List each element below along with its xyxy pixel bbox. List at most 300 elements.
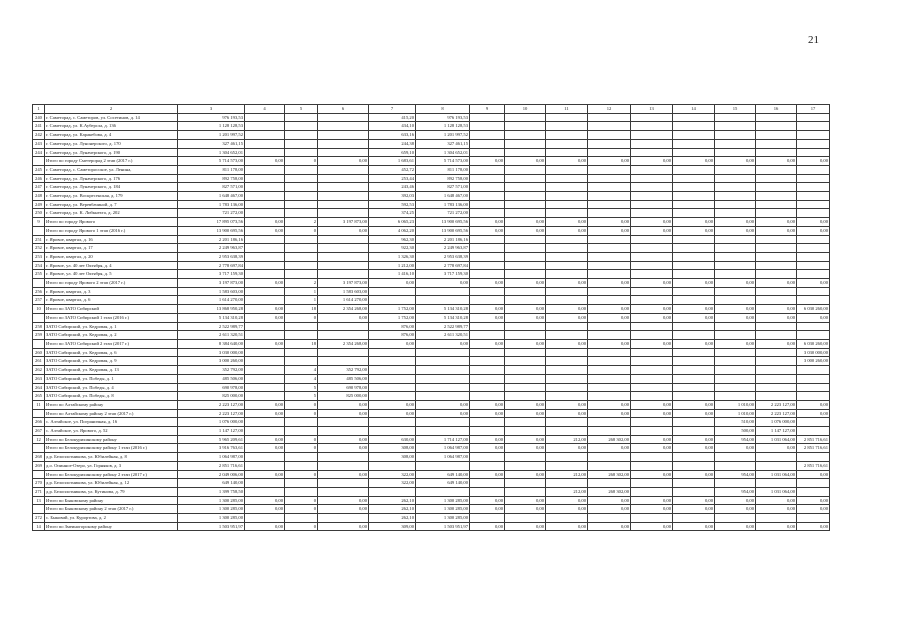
value-cell: 0,00: [505, 470, 546, 479]
value-cell: 485 506,00: [318, 374, 369, 383]
value-cell: [318, 165, 369, 174]
value-cell: 0,00: [756, 522, 797, 531]
value-cell: [715, 374, 756, 383]
value-cell: 322,00: [369, 479, 416, 488]
row-number-cell: [33, 157, 45, 166]
value-cell: [631, 139, 673, 148]
value-cell: 8 384 640,00: [178, 339, 245, 348]
value-cell: 2 223 127,00: [178, 400, 245, 409]
value-cell: 0,00: [631, 400, 673, 409]
value-cell: [756, 244, 797, 253]
value-cell: 0,00: [631, 313, 673, 322]
value-cell: 0,00: [505, 279, 546, 288]
value-cell: [546, 418, 588, 427]
value-cell: 1 147 127,00: [756, 427, 797, 436]
value-cell: [245, 270, 285, 279]
row-number-cell: 271: [33, 487, 45, 496]
value-cell: 2 249 963,87: [178, 244, 245, 253]
value-cell: 0,00: [631, 496, 673, 505]
address-cell: Итого по Белокурихинскому району 1 этап (2016 г.): [45, 444, 178, 453]
value-cell: [715, 331, 756, 340]
value-cell: [505, 418, 546, 427]
row-number-cell: [33, 339, 45, 348]
value-cell: 659,10: [369, 148, 416, 157]
value-cell: [318, 183, 369, 192]
row-number-cell: 258: [33, 322, 45, 331]
value-cell: 0,00: [505, 157, 546, 166]
value-cell: 2 522 989,77: [416, 322, 470, 331]
value-cell: [756, 374, 797, 383]
value-cell: [756, 235, 797, 244]
value-cell: [505, 113, 546, 122]
value-cell: [715, 479, 756, 488]
value-cell: [546, 357, 588, 366]
table-row: [33, 113, 830, 122]
value-cell: [715, 165, 756, 174]
address-cell: г. Саметорад, ул. К. Либкнехта, д. 202: [45, 209, 178, 218]
row-number-cell: 270: [33, 479, 45, 488]
value-cell: [673, 131, 715, 140]
value-cell: 0,00: [318, 157, 369, 166]
value-cell: [505, 287, 546, 296]
value-cell: [245, 252, 285, 261]
value-cell: 0,00: [546, 226, 588, 235]
value-cell: 1 304 652,01: [416, 148, 470, 157]
value-cell: [715, 383, 756, 392]
value-cell: [285, 165, 318, 174]
table-row: [33, 453, 830, 462]
value-cell: 0,00: [416, 279, 470, 288]
value-cell: [546, 113, 588, 122]
value-cell: 0,00: [505, 218, 546, 227]
value-cell: [505, 296, 546, 305]
value-cell: [631, 366, 673, 375]
column-number: 14: [673, 105, 715, 114]
address-cell: г. Саметорад, с. Саметоросское, ул. Ленина,: [45, 165, 178, 174]
value-cell: 0,00: [470, 435, 505, 444]
value-cell: [546, 270, 588, 279]
address-cell: г. Яровое, квартал, д. 6: [45, 296, 178, 305]
row-number-cell: 14: [33, 522, 45, 531]
address-cell: ЗАТО Сибирский, ул. Победы, д. 4: [45, 383, 178, 392]
value-cell: [631, 200, 673, 209]
value-cell: [631, 122, 673, 131]
table-row: [33, 479, 830, 488]
row-number-cell: 262: [33, 366, 45, 375]
value-cell: [797, 209, 830, 218]
table-row: [33, 305, 830, 314]
value-cell: [715, 366, 756, 375]
address-cell: г. Саметорад, ул. Лунонерского, д. 170: [45, 139, 178, 148]
column-number: 6: [318, 105, 369, 114]
row-number-cell: 10: [33, 305, 45, 314]
value-cell: [285, 148, 318, 157]
value-cell: [797, 479, 830, 488]
value-cell: [505, 479, 546, 488]
table-row: [33, 183, 830, 192]
value-cell: 3 197 873,00: [318, 218, 369, 227]
value-cell: [285, 357, 318, 366]
value-cell: [416, 357, 470, 366]
value-cell: [505, 374, 546, 383]
value-cell: [715, 139, 756, 148]
value-cell: 13 900 695,56: [178, 226, 245, 235]
value-cell: [369, 296, 416, 305]
value-cell: 1 300 285,00: [416, 514, 470, 523]
value-cell: 1 076 000,00: [178, 418, 245, 427]
value-cell: [505, 148, 546, 157]
value-cell: [588, 165, 631, 174]
value-cell: 1 752,00: [369, 313, 416, 322]
value-cell: [416, 418, 470, 427]
value-cell: 0,00: [546, 305, 588, 314]
value-cell: [318, 200, 369, 209]
value-cell: 1 326,30: [369, 252, 416, 261]
value-cell: [715, 453, 756, 462]
value-cell: 0,00: [673, 435, 715, 444]
value-cell: 262,10: [369, 505, 416, 514]
value-cell: 0,00: [631, 226, 673, 235]
value-cell: [505, 165, 546, 174]
value-cell: [245, 296, 285, 305]
value-cell: [631, 261, 673, 270]
value-cell: [416, 461, 470, 470]
value-cell: 0,00: [470, 496, 505, 505]
value-cell: [756, 357, 797, 366]
value-cell: 0,00: [588, 496, 631, 505]
value-cell: [715, 514, 756, 523]
value-cell: [756, 348, 797, 357]
value-cell: [318, 122, 369, 131]
value-cell: 0,00: [245, 435, 285, 444]
value-cell: [756, 479, 797, 488]
value-cell: [588, 296, 631, 305]
row-number-cell: 252: [33, 244, 45, 253]
value-cell: 0,00: [245, 496, 285, 505]
value-cell: [756, 366, 797, 375]
value-cell: [631, 461, 673, 470]
value-cell: 0,00: [631, 279, 673, 288]
address-cell: с. Алтайское, ул. Ярового, д. 52: [45, 427, 178, 436]
value-cell: 0,00: [715, 305, 756, 314]
value-cell: [546, 427, 588, 436]
address-cell: Итого по городу Ярового 2 этап (2017 г.): [45, 279, 178, 288]
value-cell: [631, 383, 673, 392]
value-cell: 0,00: [715, 218, 756, 227]
value-cell: 0,00: [715, 505, 756, 514]
value-cell: [673, 479, 715, 488]
value-cell: 1 300 285,00: [416, 496, 470, 505]
value-cell: [546, 392, 588, 401]
address-cell: д.р. Белоплотникова, ул. Кутинова, д. 79: [45, 487, 178, 496]
value-cell: [588, 383, 631, 392]
value-cell: [673, 331, 715, 340]
value-cell: [588, 453, 631, 462]
value-cell: [318, 131, 369, 140]
value-cell: [318, 174, 369, 183]
value-cell: [673, 139, 715, 148]
value-cell: [756, 113, 797, 122]
row-number-cell: 251: [33, 235, 45, 244]
value-cell: [416, 287, 470, 296]
value-cell: 0,00: [797, 409, 830, 418]
value-cell: [673, 392, 715, 401]
value-cell: 0,00: [715, 226, 756, 235]
value-cell: 0: [285, 444, 318, 453]
value-cell: 0,00: [318, 496, 369, 505]
value-cell: [756, 270, 797, 279]
table-row: [33, 174, 830, 183]
value-cell: [285, 427, 318, 436]
value-cell: 2 851 716,61: [178, 461, 245, 470]
value-cell: [797, 113, 830, 122]
value-cell: 1 416,10: [369, 270, 416, 279]
value-cell: [797, 139, 830, 148]
row-number-cell: 263: [33, 374, 45, 383]
value-cell: [588, 348, 631, 357]
value-cell: [245, 357, 285, 366]
value-cell: [546, 453, 588, 462]
value-cell: 954,00: [715, 435, 756, 444]
address-cell: г. Яровое, ул. 40 лет Октября, д. 4: [45, 261, 178, 270]
value-cell: [245, 131, 285, 140]
value-cell: 0,00: [505, 226, 546, 235]
table-row: [33, 157, 830, 166]
value-cell: [797, 392, 830, 401]
value-cell: [631, 357, 673, 366]
value-cell: 0,00: [715, 444, 756, 453]
value-cell: [285, 461, 318, 470]
row-number-cell: 260: [33, 348, 45, 357]
value-cell: 0,00: [318, 226, 369, 235]
value-cell: 5 134 310,28: [416, 313, 470, 322]
value-cell: [470, 383, 505, 392]
column-number: 1: [33, 105, 45, 114]
value-cell: [546, 244, 588, 253]
address-cell: г. Саметорад, ул. Воскресенская, д. 179: [45, 192, 178, 201]
value-cell: [797, 296, 830, 305]
value-cell: 0,00: [505, 522, 546, 531]
value-cell: [797, 244, 830, 253]
table-row: [33, 131, 830, 140]
value-cell: [245, 122, 285, 131]
value-cell: [715, 357, 756, 366]
value-cell: [285, 348, 318, 357]
table-row: [33, 270, 830, 279]
row-number-cell: [33, 444, 45, 453]
value-cell: 4: [285, 374, 318, 383]
value-cell: [673, 366, 715, 375]
value-cell: [631, 287, 673, 296]
address-cell: ЗАТО Сибирский, ул. Кедровая, д. 6: [45, 348, 178, 357]
address-cell: г. Яровое, квартал, д. 16: [45, 235, 178, 244]
value-cell: 690 978,00: [178, 383, 245, 392]
value-cell: 0,00: [588, 279, 631, 288]
column-number: 12: [588, 105, 631, 114]
value-cell: [245, 331, 285, 340]
value-cell: [631, 174, 673, 183]
address-cell: ЗАТО Сибирский, ул. Победы, д. 8: [45, 392, 178, 401]
value-cell: [285, 209, 318, 218]
table-row: [33, 322, 830, 331]
value-cell: [797, 453, 830, 462]
value-cell: 0,00: [245, 444, 285, 453]
value-cell: [470, 453, 505, 462]
value-cell: [245, 209, 285, 218]
value-cell: [546, 131, 588, 140]
value-cell: [245, 392, 285, 401]
value-cell: 1 147 127,00: [178, 427, 245, 436]
value-cell: 876,00: [369, 331, 416, 340]
value-cell: 0,00: [546, 218, 588, 227]
value-cell: 6 030 260,00: [797, 305, 830, 314]
value-cell: [546, 209, 588, 218]
value-cell: 3 030 000,00: [178, 348, 245, 357]
value-cell: 2 223 127,00: [178, 409, 245, 418]
value-cell: [470, 209, 505, 218]
value-cell: 0,00: [318, 444, 369, 453]
value-cell: [369, 383, 416, 392]
value-cell: [546, 174, 588, 183]
value-cell: [631, 192, 673, 201]
table-row: [33, 400, 830, 409]
value-cell: [715, 287, 756, 296]
value-cell: [245, 453, 285, 462]
value-cell: 876,00: [369, 322, 416, 331]
value-cell: [505, 514, 546, 523]
value-cell: [245, 487, 285, 496]
value-cell: [673, 113, 715, 122]
address-cell: Итого по ЗАТО Сибирский: [45, 305, 178, 314]
table-row: [33, 252, 830, 261]
value-cell: [797, 122, 830, 131]
value-cell: 0,00: [470, 226, 505, 235]
value-cell: [470, 113, 505, 122]
value-cell: [797, 366, 830, 375]
value-cell: [588, 366, 631, 375]
value-cell: [715, 322, 756, 331]
value-cell: [318, 514, 369, 523]
value-cell: [245, 183, 285, 192]
value-cell: [285, 252, 318, 261]
value-cell: [245, 322, 285, 331]
value-cell: 0,00: [470, 400, 505, 409]
value-cell: 827 571,00: [416, 183, 470, 192]
value-cell: [470, 348, 505, 357]
address-cell: Итого по Алтайскому району 2 этап (2017 г.): [45, 409, 178, 418]
value-cell: [470, 392, 505, 401]
value-cell: [505, 192, 546, 201]
value-cell: [588, 113, 631, 122]
value-cell: [505, 487, 546, 496]
value-cell: [715, 113, 756, 122]
value-cell: [369, 461, 416, 470]
value-cell: [797, 200, 830, 209]
value-cell: [546, 383, 588, 392]
value-cell: 0,00: [369, 339, 416, 348]
value-cell: [588, 235, 631, 244]
value-cell: 0,00: [546, 522, 588, 531]
address-cell: г. Саметорад, ул. Луначерского, д. 176: [45, 174, 178, 183]
value-cell: 1 648 467,00: [178, 192, 245, 201]
value-cell: [673, 374, 715, 383]
value-cell: [631, 148, 673, 157]
value-cell: [756, 331, 797, 340]
value-cell: 0: [285, 496, 318, 505]
value-cell: [715, 296, 756, 305]
value-cell: 0,00: [756, 339, 797, 348]
value-cell: [318, 427, 369, 436]
value-cell: 2 953 638,39: [416, 252, 470, 261]
value-cell: [797, 165, 830, 174]
table-row: [33, 261, 830, 270]
row-number-cell: 264: [33, 383, 45, 392]
value-cell: [715, 392, 756, 401]
value-cell: [416, 296, 470, 305]
value-cell: 0,00: [756, 444, 797, 453]
table-row: [33, 496, 830, 505]
value-cell: 3 000 260,00: [797, 357, 830, 366]
value-cell: [673, 383, 715, 392]
value-cell: 0,00: [673, 522, 715, 531]
value-cell: [285, 261, 318, 270]
value-cell: 0,00: [756, 226, 797, 235]
value-cell: [245, 192, 285, 201]
value-cell: [245, 200, 285, 209]
value-cell: 0,00: [756, 313, 797, 322]
row-number-cell: 248: [33, 192, 45, 201]
value-cell: [318, 453, 369, 462]
value-cell: 452,72: [369, 165, 416, 174]
value-cell: 0,00: [756, 279, 797, 288]
value-cell: [673, 296, 715, 305]
value-cell: 0,00: [797, 218, 830, 227]
value-cell: 0,00: [673, 400, 715, 409]
value-cell: 1 503 951,97: [416, 522, 470, 531]
value-cell: [588, 200, 631, 209]
address-cell: Итого по Змеиногорскому району: [45, 522, 178, 531]
row-number-cell: 12: [33, 435, 45, 444]
row-number-cell: 240: [33, 113, 45, 122]
value-cell: [673, 418, 715, 427]
value-cell: 1 304 652,01: [178, 148, 245, 157]
value-cell: [245, 139, 285, 148]
value-cell: [369, 418, 416, 427]
value-cell: [631, 392, 673, 401]
address-cell: Итого по Белокурихинскому району: [45, 435, 178, 444]
value-cell: [588, 392, 631, 401]
value-cell: [470, 374, 505, 383]
value-cell: 976 193,53: [178, 113, 245, 122]
column-number: 3: [178, 105, 245, 114]
value-cell: 0,00: [470, 505, 505, 514]
value-cell: 0,00: [631, 157, 673, 166]
value-cell: 0,00: [470, 409, 505, 418]
value-cell: 0,00: [470, 305, 505, 314]
value-cell: [588, 270, 631, 279]
value-cell: 0,00: [756, 496, 797, 505]
value-cell: [285, 244, 318, 253]
value-cell: 0,00: [797, 226, 830, 235]
value-cell: [505, 322, 546, 331]
value-cell: [470, 122, 505, 131]
value-cell: [245, 418, 285, 427]
value-cell: 5: [285, 392, 318, 401]
value-cell: 2 778 697,84: [416, 261, 470, 270]
value-cell: [631, 418, 673, 427]
table-row: [33, 383, 830, 392]
value-cell: 1 128 128,53: [178, 122, 245, 131]
